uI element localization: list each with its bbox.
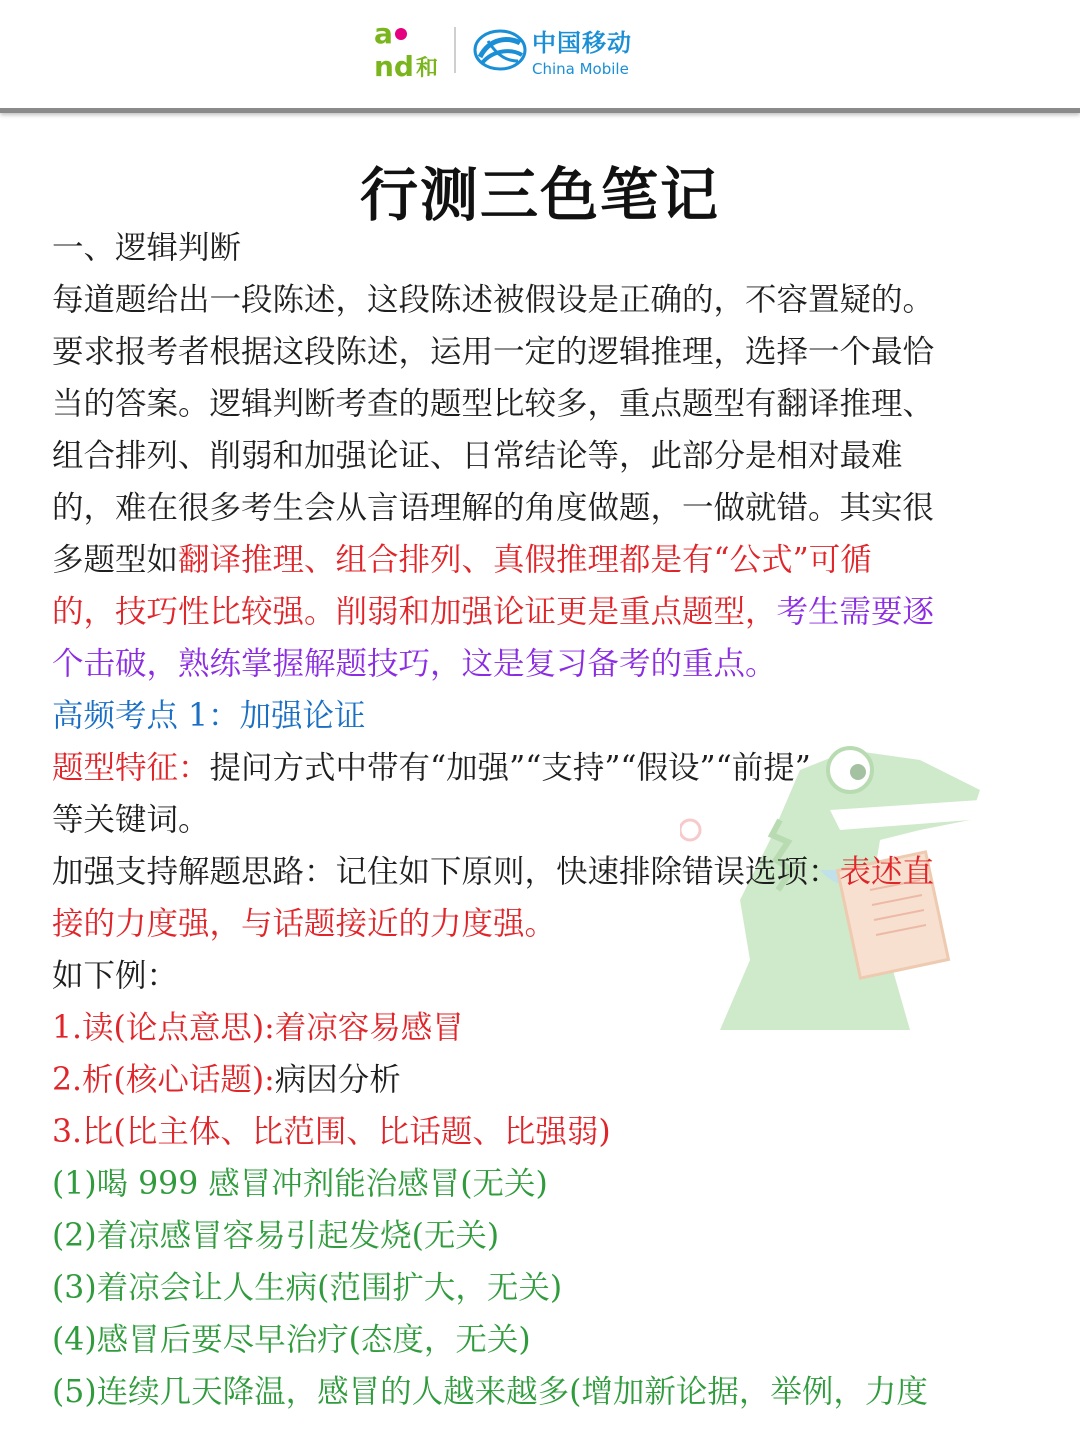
page-title: 行测三色笔记 [359,161,720,229]
text-segment: 的，难在很多考生会从言语理解的角度做题，一做就错。其实很 [52,490,935,526]
text-line [52,1262,1042,1314]
text-segment: 如下例： [52,958,179,994]
text-line [52,1366,1042,1418]
text-line [52,326,1042,378]
logo-group [374,17,632,83]
text-line [52,1158,1042,1210]
text-line [52,222,1042,274]
text-segment: 要求报考者根据这段陈述，运用一定的逻辑推理，选择一个最恰 [52,334,935,370]
text-segment: 组合排列、削弱和加强论证、日常结论等，此部分是相对最难 [52,438,903,474]
text-segment: 每道题给出一段陈述，这段陈述被假设是正确的，不容置疑的。 [52,282,935,318]
text-line [52,950,1042,1002]
text-line [52,534,1042,586]
text-segment: (4)感冒后要尽早治疗(态度，无关) [52,1322,531,1358]
text-segment: 当的答案。逻辑判断考查的题型比较多，重点题型有翻译推理、 [52,386,935,422]
text-line [52,1210,1042,1262]
text-segment: (3)着凉会让人生病(范围扩大，无关) [52,1270,563,1306]
text-segment: (2)着凉感冒容易引起发烧(无关) [52,1218,500,1254]
text-segment: 加强支持解题思路：记住如下原则，快速排除错误选项： [52,854,840,890]
text-line [52,638,1042,690]
text-line [52,1314,1042,1366]
and-he-logo-dot [395,28,407,40]
brand-header [0,0,1080,113]
text-line [52,274,1042,326]
text-segment: 病因分析 [274,1062,401,1098]
text-segment: 2.析(核心话题): [52,1062,275,1098]
china-mobile-logo-icon [472,27,528,73]
text-line [52,794,1042,846]
text-segment: 一、逻辑判断 [52,230,242,266]
text-line [52,482,1042,534]
brand-cn: 中国移动 [532,28,632,57]
text-segment: 提问方式中带有“加强”“支持”“假设”“前提” [209,750,811,786]
text-line [52,690,1042,742]
text-segment: 1.读(论点意思):着凉容易感冒 [52,1010,464,1046]
text-segment: 接的力度强，与话题接近的力度强。 [52,906,557,942]
text-line [52,586,1042,638]
text-segment: (5)连续几天降温，感冒的人越来越多(增加新论据，举例，力度 [52,1374,928,1410]
text-segment: 翻译推理、组合排列、真假推理都是有“公式”可循 [178,542,872,578]
text-segment: 等关键词。 [52,802,210,838]
text-segment: 个击破，熟练掌握解题技巧，这是复习备考的重点。 [52,646,777,682]
text-line [52,378,1042,430]
and-he-logo-icon [374,17,438,83]
notes-body [52,222,1042,1418]
text-line [52,1106,1042,1158]
china-mobile-wordmark [532,23,632,78]
text-segment: 题型特征： [52,750,210,786]
text-segment: 高频考点 1：加强论证 [52,698,366,734]
text-segment: (1)喝 999 感冒冲剂能治感冒(无关) [52,1166,548,1202]
text-segment: 的，技巧性比较强。削弱和加强论证更是重点题型， [52,594,777,630]
text-line [52,1054,1042,1106]
brand-en: China Mobile [532,59,629,78]
and-he-logo-a: a [374,17,393,50]
text-segment: 考生需要逐 [776,594,935,630]
and-he-logo-char: 和 [415,56,438,81]
text-line [52,898,1042,950]
text-line [52,846,1042,898]
text-segment: 表述直 [839,854,935,890]
and-he-logo-nd: nd [374,50,414,83]
text-line [52,1002,1042,1054]
text-line [52,430,1042,482]
text-segment: 多题型如 [52,542,179,578]
text-line [52,742,1042,794]
text-segment: 3.比(比主体、比范围、比话题、比强弱) [52,1114,611,1150]
logo-divider [454,27,456,73]
